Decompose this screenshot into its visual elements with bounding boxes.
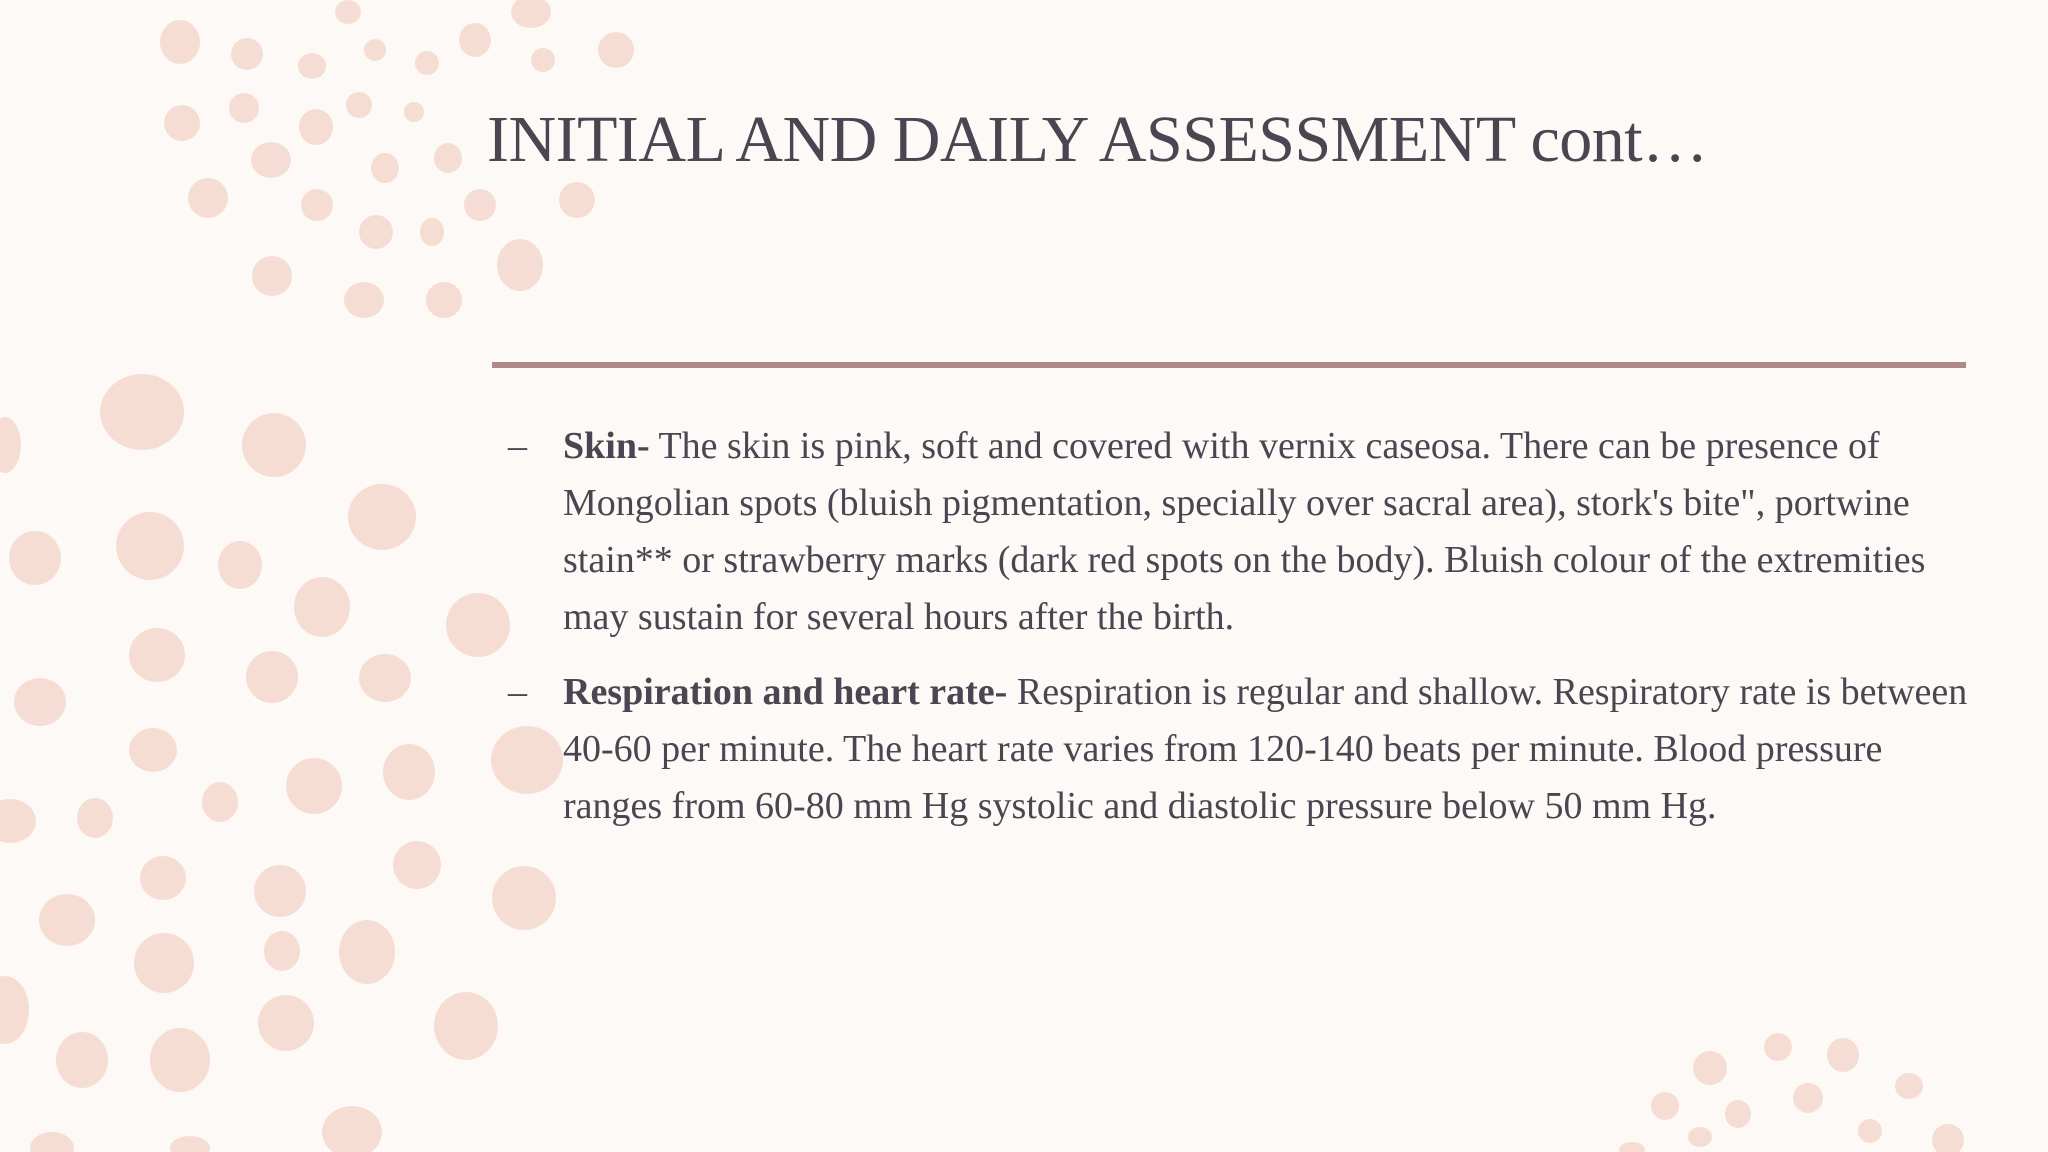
bullet-dash: – bbox=[508, 425, 527, 467]
title-divider bbox=[492, 362, 1966, 368]
bullet-heading: Respiration and heart rate- bbox=[563, 671, 1008, 713]
slide-title: INITIAL AND DAILY ASSESSMENT cont… bbox=[487, 103, 1708, 176]
bullet-item-skin bbox=[508, 418, 1968, 646]
bullet-dash: – bbox=[508, 671, 527, 713]
bullet-text: Respiration is regular and shallow. Respiratory rate is between 40-60 per minute. The heart rate varies from 120-140 beats per minute. Blood pressure ranges from 60-80 mm Hg systolic and diastolic pressure below 50 mm Hg. bbox=[563, 671, 1968, 827]
bullet-item-respiration bbox=[508, 664, 1968, 835]
bullet-text: The skin is pink, soft and covered with vernix caseosa. There can be presence of Mongolian spots (bluish pigmentation, specially over sacral area), stork's bite", portwine stain** or strawberry marks (dark red spots on the body). Bluish colour of the extremities may sustain for several hours after the birth. bbox=[563, 425, 1926, 638]
bullet-heading: Skin- bbox=[563, 425, 650, 467]
bullet-list bbox=[508, 418, 1968, 853]
